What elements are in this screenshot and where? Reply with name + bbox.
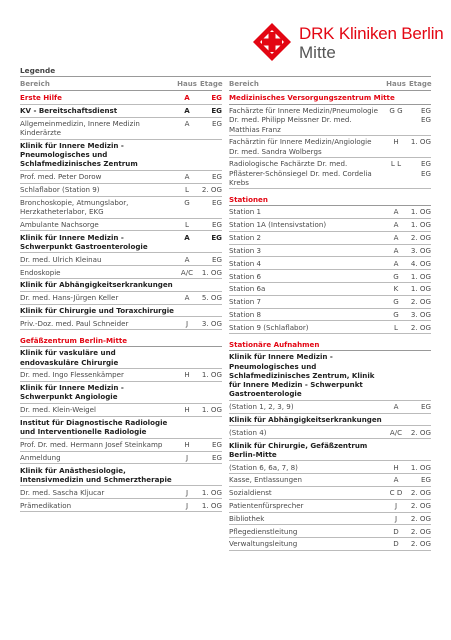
bereich-cell: Fachärzte für Innere Medizin/Pneumologie Dr. med. Philipp Meissner Dr. med. Matthias Franz	[229, 106, 378, 134]
etage-cell: EG	[212, 172, 222, 182]
etage-cell: 1. OG	[410, 220, 431, 230]
bereich-cell: Bibliothek	[229, 513, 265, 523]
bereich-cell: Station 6	[229, 271, 261, 281]
header-haus: Haus	[177, 80, 197, 89]
bereich-cell: Klinik für Innere Medizin - Pneumologisches und Schlafmedizinisches Zentrum, Klinik für Innere Medizin - Schwerpunkt Gastroenterologie	[229, 352, 375, 399]
haus-cell: D	[393, 539, 399, 549]
header-etage: Etage	[409, 80, 432, 89]
haus-cell: G	[184, 197, 190, 207]
table-row	[229, 487, 431, 500]
etage-cell: 2. OG	[410, 526, 431, 536]
bereich-cell: Station 1A (Intensivstation)	[229, 220, 327, 230]
bereich-cell: Institut für Diagnostische Radiologie und Interventionelle Radiologie	[20, 418, 168, 437]
left-column	[20, 80, 222, 512]
bereich-cell: Prof. Dr. med. Hermann Josef Steinkamp	[20, 440, 163, 450]
bereich-cell: Dr. med. Sascha Kljucar	[20, 487, 105, 497]
etage-cell: EG	[211, 232, 222, 242]
etage-cell: 1. OG	[201, 487, 222, 497]
table-row	[20, 404, 222, 417]
bereich-cell: Fachärztin für Innere Medizin/Angiologie Dr. med. Sandra Wolbergs	[229, 137, 372, 156]
table-row	[20, 486, 222, 499]
bereich-cell: Bronchoskopie, Atmungslabor, Herzkatheterlabor, EKG	[20, 197, 129, 217]
table-row	[229, 538, 431, 551]
table-row	[229, 232, 431, 245]
bereich-cell: Station 6a	[229, 284, 266, 294]
bereich-cell: Anmeldung	[20, 452, 61, 462]
haus-cell: L	[394, 322, 398, 332]
table-row	[20, 184, 222, 197]
bereich-cell: Klinik für Innere Medizin - Schwerpunkt Gastroenterologie	[20, 232, 148, 251]
bereich-cell: Allgemeinmedizin, Innere Medizin Kinderärzte	[20, 118, 140, 138]
drk-cross-logo-icon	[252, 22, 292, 62]
bereich-cell: Verwaltungsleitung	[229, 539, 298, 549]
etage-cell: 2. OG	[201, 185, 222, 195]
table-row	[229, 401, 431, 414]
etage-cell: 3. OG	[201, 318, 222, 328]
etage-cell: EG	[212, 118, 222, 128]
haus-cell: A	[393, 233, 399, 243]
right-column	[229, 80, 431, 551]
etage-cell: 2. OG	[410, 500, 431, 510]
table-row	[229, 270, 431, 283]
etage-cell: 2. OG	[410, 513, 431, 523]
etage-cell: 1. OG	[410, 462, 431, 472]
logo-title: DRK Kliniken Berlin	[299, 24, 444, 43]
table-row	[229, 105, 431, 136]
haus-cell: A	[184, 118, 190, 128]
haus-cell: A	[184, 93, 190, 103]
haus-cell: J	[185, 318, 189, 328]
table-row	[20, 253, 222, 266]
bereich-cell: Prämedikation	[20, 500, 72, 510]
haus-cell: A	[184, 106, 190, 116]
haus-cell: A	[184, 232, 190, 242]
bereich-cell: Kasse, Entlassungen	[229, 475, 302, 485]
bereich-cell: Klinik für Anästhesiologie, Intensivmedizin und Schmerztherapie	[20, 465, 172, 484]
bereich-cell: Radiologische Fachärzte Dr. med. Pflästerer-Schönsiegel Dr. med. Cordelia Krebs	[229, 159, 372, 187]
table-row	[229, 206, 431, 219]
haus-cell: C D	[389, 488, 403, 498]
left-table-body	[20, 92, 222, 512]
table-row	[20, 171, 222, 184]
haus-cell: H	[184, 370, 190, 380]
etage-cell: EG	[212, 197, 222, 207]
bereich-cell: Sozialdienst	[229, 488, 272, 498]
table-row	[229, 474, 431, 487]
haus-cell: A	[184, 254, 190, 264]
etage-cell: 1. OG	[201, 370, 222, 380]
etage-cell: 3. OG	[410, 245, 431, 255]
section-heading: Stationen	[229, 193, 431, 206]
table-row	[20, 439, 222, 452]
table-row	[229, 283, 431, 296]
etage-cell: 5. OG	[201, 293, 222, 303]
etage-cell: 3. OG	[410, 309, 431, 319]
bereich-cell: Station 9 (Schlaflabor)	[229, 322, 309, 332]
bereich-cell: Dr. med. Hans-Jürgen Keller	[20, 293, 119, 303]
table-row	[229, 439, 431, 461]
bereich-cell: Klinik für Abhängigkeitserkrankungen	[229, 414, 382, 424]
haus-cell: G	[393, 297, 399, 307]
table-row	[229, 513, 431, 526]
table-row	[20, 369, 222, 382]
bereich-cell: Klinik für Innere Medizin - Schwerpunkt Angiologie	[20, 383, 124, 402]
bereich-cell: Station 2	[229, 233, 261, 243]
bereich-cell: Station 8	[229, 309, 261, 319]
bereich-cell: Dr. med. Ulrich Kleinau	[20, 254, 102, 264]
etage-cell: 2. OG	[410, 233, 431, 243]
table-row	[20, 382, 222, 404]
table-row	[20, 417, 222, 439]
table-row	[20, 317, 222, 330]
table-row	[229, 525, 431, 538]
haus-cell: A	[184, 172, 190, 182]
haus-cell: L	[185, 219, 189, 229]
haus-cell: A	[393, 475, 399, 485]
haus-cell: G	[393, 271, 399, 281]
haus-cell: J	[185, 452, 189, 462]
haus-cell: L L	[390, 159, 402, 169]
etage-cell: EG	[212, 440, 222, 450]
header-bereich: Bereich	[20, 80, 50, 89]
table-row	[229, 461, 431, 474]
table-row	[20, 292, 222, 305]
haus-cell: G	[393, 309, 399, 319]
table-row	[229, 321, 431, 334]
table-row	[20, 92, 222, 105]
section-heading: Medizinisches Versorgungszentrum Mitte	[229, 92, 431, 105]
bereich-cell: Station 7	[229, 297, 261, 307]
bereich-cell: Klinik für Chirurgie und Toraxchirurgie	[20, 305, 174, 315]
etage-cell: EG	[421, 402, 431, 412]
etage-cell: EG	[421, 475, 431, 485]
bereich-cell: Dr. med. Ingo Flessenkämper	[20, 370, 124, 380]
table-row	[20, 118, 222, 140]
haus-cell: A	[184, 293, 190, 303]
table-row	[20, 279, 222, 292]
etage-cell: EG	[212, 254, 222, 264]
table-row	[229, 414, 431, 427]
table-row	[229, 136, 431, 158]
haus-cell: L	[185, 185, 189, 195]
table-row	[229, 158, 431, 189]
bereich-cell: (Station 1, 2, 3, 9)	[229, 402, 294, 412]
bereich-cell: Erste Hilfe	[20, 93, 62, 103]
bereich-cell: Priv.-Doz. med. Paul Schneider	[20, 318, 129, 328]
table-row	[20, 347, 222, 369]
bereich-cell: Patientenfürsprecher	[229, 500, 304, 510]
bereich-cell: Endoskopie	[20, 267, 61, 277]
etage-cell: 1. OG	[201, 267, 222, 277]
bereich-cell: Schlaflabor (Station 9)	[20, 185, 100, 195]
right-table-body	[229, 92, 431, 551]
haus-cell: J	[185, 500, 189, 510]
header-bereich: Bereich	[229, 80, 259, 89]
table-row	[20, 452, 222, 465]
etage-cell: EG	[211, 106, 222, 116]
etage-cell: 1. OG	[410, 271, 431, 281]
bereich-cell: (Station 4)	[229, 427, 267, 437]
section-heading: Gefäßzentrum Berlin-Mitte	[20, 334, 222, 347]
haus-cell: A/C	[389, 427, 403, 437]
drk-logo	[252, 22, 442, 64]
right-header-row	[229, 80, 431, 91]
haus-cell: A	[393, 402, 399, 412]
etage-cell: 1. OG	[410, 207, 431, 217]
etage-cell: 4. OG	[410, 258, 431, 268]
bereich-cell: KV - Bereitschaftsdienst	[20, 106, 118, 116]
table-row	[229, 296, 431, 309]
table-row	[229, 219, 431, 232]
haus-cell: J	[394, 500, 398, 510]
logo-subtitle: Mitte	[299, 43, 336, 62]
haus-cell: H	[393, 137, 399, 147]
etage-cell: 2. OG	[410, 539, 431, 549]
etage-cell: 2. OG	[410, 488, 431, 498]
etage-cell: 2. OG	[410, 427, 431, 437]
section-heading: Stationäre Aufnahmen	[229, 338, 431, 351]
haus-cell: A	[393, 245, 399, 255]
bereich-cell: Klinik für Chirurgie, Gefäßzentrum Berlin-Mitte	[229, 440, 368, 459]
etage-cell: 1. OG	[201, 405, 222, 415]
etage-cell: 1. OG	[201, 500, 222, 510]
etage-cell: EG	[212, 219, 222, 229]
bereich-cell: (Station 6, 6a, 7, 8)	[229, 462, 298, 472]
bereich-cell: Ambulante Nachsorge	[20, 219, 99, 229]
bereich-cell: Klinik für Innere Medizin - Pneumologisches und Schlafmedizinisches Zentrum	[20, 140, 138, 169]
table-row	[20, 266, 222, 279]
etage-cell: EG	[211, 93, 222, 103]
table-row	[229, 500, 431, 513]
haus-cell: A	[393, 258, 399, 268]
table-row	[229, 245, 431, 258]
table-row	[229, 426, 431, 439]
etage-cell: 1. OG	[410, 137, 431, 147]
haus-cell: D	[393, 526, 399, 536]
bereich-cell: Dr. med. Klein-Weigel	[20, 405, 97, 415]
table-row	[20, 219, 222, 232]
legend-title: Legende	[20, 66, 56, 75]
haus-cell: H	[184, 405, 190, 415]
etage-cell: 1. OG	[410, 284, 431, 294]
haus-cell: K	[393, 284, 399, 294]
haus-cell: H	[393, 462, 399, 472]
bereich-cell: Klinik für Abhängigkeitserkrankungen	[20, 280, 173, 290]
haus-cell: J	[185, 487, 189, 497]
haus-cell: A	[393, 220, 399, 230]
table-row	[20, 499, 222, 512]
bereich-cell: Station 4	[229, 258, 261, 268]
etage-cell: EG EG	[421, 106, 431, 125]
bereich-cell: Klinik für vaskuläre und endovaskuläre Chirurgie	[20, 348, 119, 367]
haus-cell: H	[184, 440, 190, 450]
etage-cell: EG	[212, 452, 222, 462]
bereich-cell: Station 1	[229, 207, 261, 217]
table-row	[229, 309, 431, 322]
table-row	[20, 305, 222, 318]
table-row	[20, 197, 222, 219]
etage-cell: 2. OG	[410, 322, 431, 332]
table-row	[20, 231, 222, 253]
bereich-cell: Station 3	[229, 245, 261, 255]
etage-cell: EG EG	[421, 159, 431, 178]
legend-divider	[20, 76, 431, 77]
haus-cell: J	[394, 513, 398, 523]
table-row	[20, 140, 222, 171]
left-header-row	[20, 80, 222, 91]
haus-cell: A	[393, 207, 399, 217]
header-etage: Etage	[200, 80, 223, 89]
etage-cell: 2. OG	[410, 297, 431, 307]
haus-cell: A/C	[180, 267, 194, 277]
haus-cell: G G	[389, 106, 403, 116]
table-row	[229, 351, 431, 401]
bereich-cell: Pflegedienstleitung	[229, 526, 298, 536]
table-row	[229, 257, 431, 270]
table-row	[20, 464, 222, 486]
header-haus: Haus	[386, 80, 406, 89]
bereich-cell: Prof. med. Peter Dorow	[20, 172, 102, 182]
table-row	[20, 105, 222, 118]
